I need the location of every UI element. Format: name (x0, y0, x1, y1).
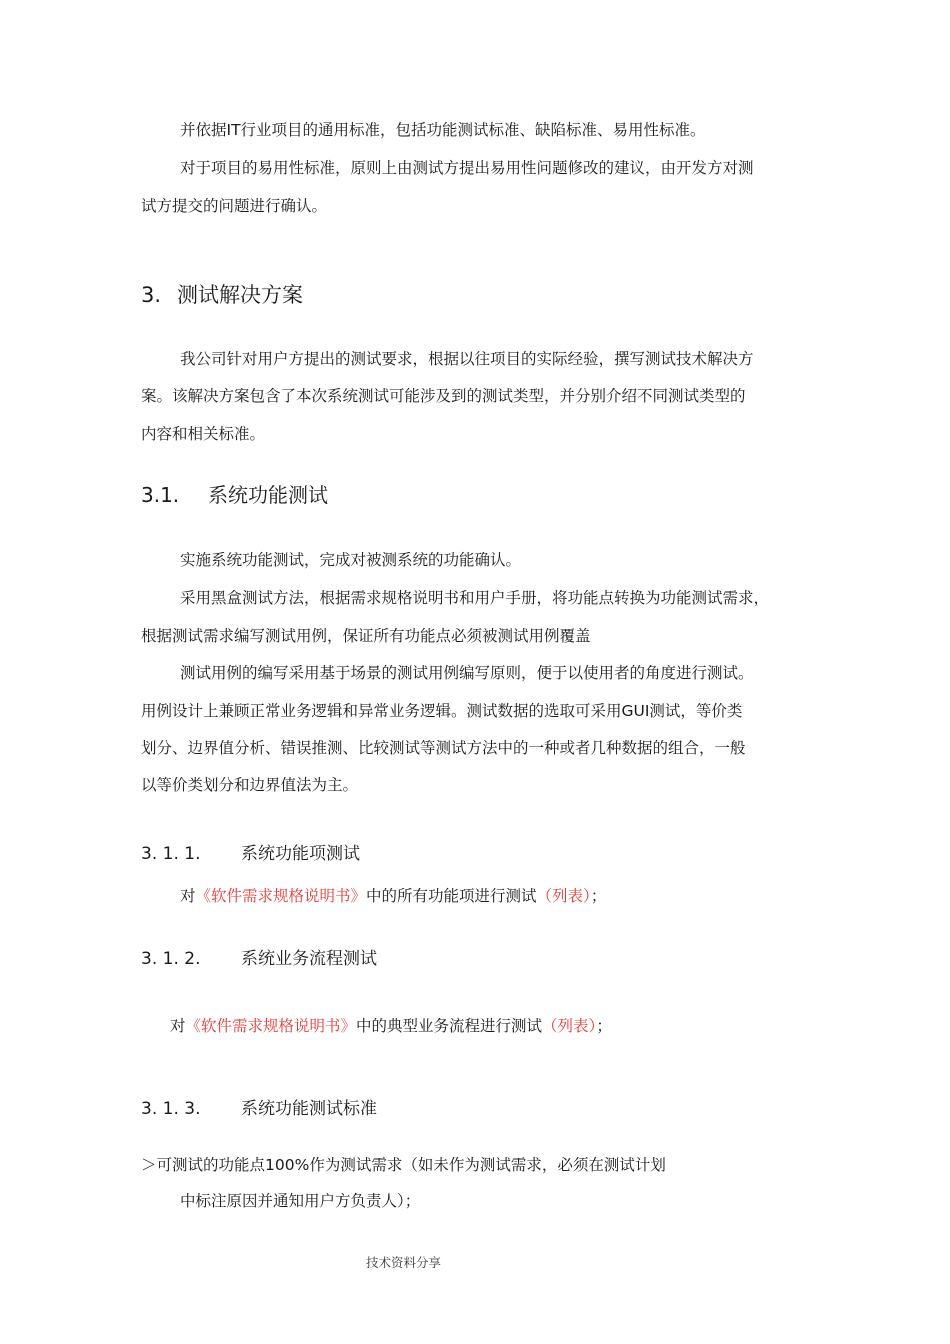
text-suffix: ； (590, 887, 607, 905)
criteria-item-line1 (141, 1147, 821, 1184)
section-3-1-p2-line1: 采用黑盒测试方法，根据需求规格说明书和用户手册，将功能点转换为功能测试需求， (180, 589, 770, 607)
section-3-1-1-heading (141, 840, 360, 868)
section-3-1-heading (141, 480, 328, 510)
section-3-1-number: 3.1. (141, 483, 180, 507)
text-middle: 中的所有功能项进行测试 (366, 887, 537, 905)
bullet-arrow-icon: ＞ (141, 1156, 157, 1174)
section-3-intro-line1: 我公司针对用户方提出的测试要求，根据以往项目的实际经验，撰写测试技术解决方 (180, 350, 754, 368)
paragraph-usability-line2: 试方提交的问题进行确认。 (141, 197, 328, 215)
text-suffix: ； (596, 1017, 612, 1035)
spec-document-reference: 《软件需求规格说明书》 (185, 1017, 357, 1035)
section-3-1-2-text (170, 1008, 850, 1045)
section-3-1-p1: 实施系统功能测试，完成对被测系统的功能确认。 (180, 551, 522, 569)
section-3-title: 测试解决方案 (177, 283, 303, 307)
section-3-1-3-title: 系统功能测试标准 (241, 1099, 377, 1119)
text-middle: 中的典型业务流程进行测试 (356, 1017, 543, 1035)
section-3-intro-line2: 案。该解决方案包含了本次系统测试可能涉及到的测试类型，并分别介绍不同测试类型的 (141, 387, 746, 405)
text-prefix: 对 (180, 887, 196, 905)
section-3-1-2-heading (141, 945, 377, 973)
paragraph-usability-line1: 对于项目的易用性标准，原则上由测试方提出易用性问题修改的建议，由开发方对测 (180, 159, 754, 177)
section-3-1-p3-line1: 测试用例的编写采用基于场景的测试用例编写原则，便于以使用者的角度进行测试。 (180, 664, 754, 682)
list-note: （列表） (542, 1017, 597, 1035)
criteria-item-line2: 中标注原因并通知用户方负责人）； (180, 1192, 421, 1210)
section-3-1-p3-line3: 划分、边界值分析、错误推测、比较测试等测试方法中的一种或者几种数据的组合，一般 (141, 739, 746, 757)
section-3-intro-line3: 内容和相关标准。 (141, 425, 266, 443)
section-3-1-2-title: 系统业务流程测试 (241, 949, 377, 969)
list-note: （列表） (536, 887, 591, 905)
section-3-heading (141, 280, 303, 310)
section-3-1-p2-line2: 根据测试需求编写测试用例，保证所有功能点必须被测试用例覆盖 (141, 627, 591, 645)
section-3-1-3-heading (141, 1095, 377, 1123)
section-3-1-p3-line4: 以等价类划分和边界值法为主。 (141, 776, 359, 794)
section-3-1-1-title: 系统功能项测试 (241, 844, 360, 864)
section-3-1-2-number: 3. 1. 2. (141, 949, 201, 969)
section-3-1-1-number: 3. 1. 1. (141, 844, 201, 864)
section-3-1-p3-line2: 用例设计上兼顾正常业务逻辑和异常业务逻辑。测试数据的选取可采用GUI测试，等价类 (141, 702, 743, 720)
criteria-item-text: 可测试的功能点100%作为测试需求（如未作为测试需求，必须在测试计划 (156, 1156, 666, 1174)
section-3-1-1-text (180, 878, 860, 915)
page-footer: 技术资料分享 (366, 1255, 442, 1270)
section-3-number: 3. (141, 283, 162, 307)
text-prefix: 对 (170, 1017, 186, 1035)
section-3-1-title: 系统功能测试 (208, 483, 328, 507)
paragraph-standards: 并依据IT行业项目的通用标准，包括功能测试标准、缺陷标准、易用性标准。 (180, 121, 706, 139)
section-3-1-3-number: 3. 1. 3. (141, 1099, 201, 1119)
spec-document-reference: 《软件需求规格说明书》 (195, 887, 367, 905)
